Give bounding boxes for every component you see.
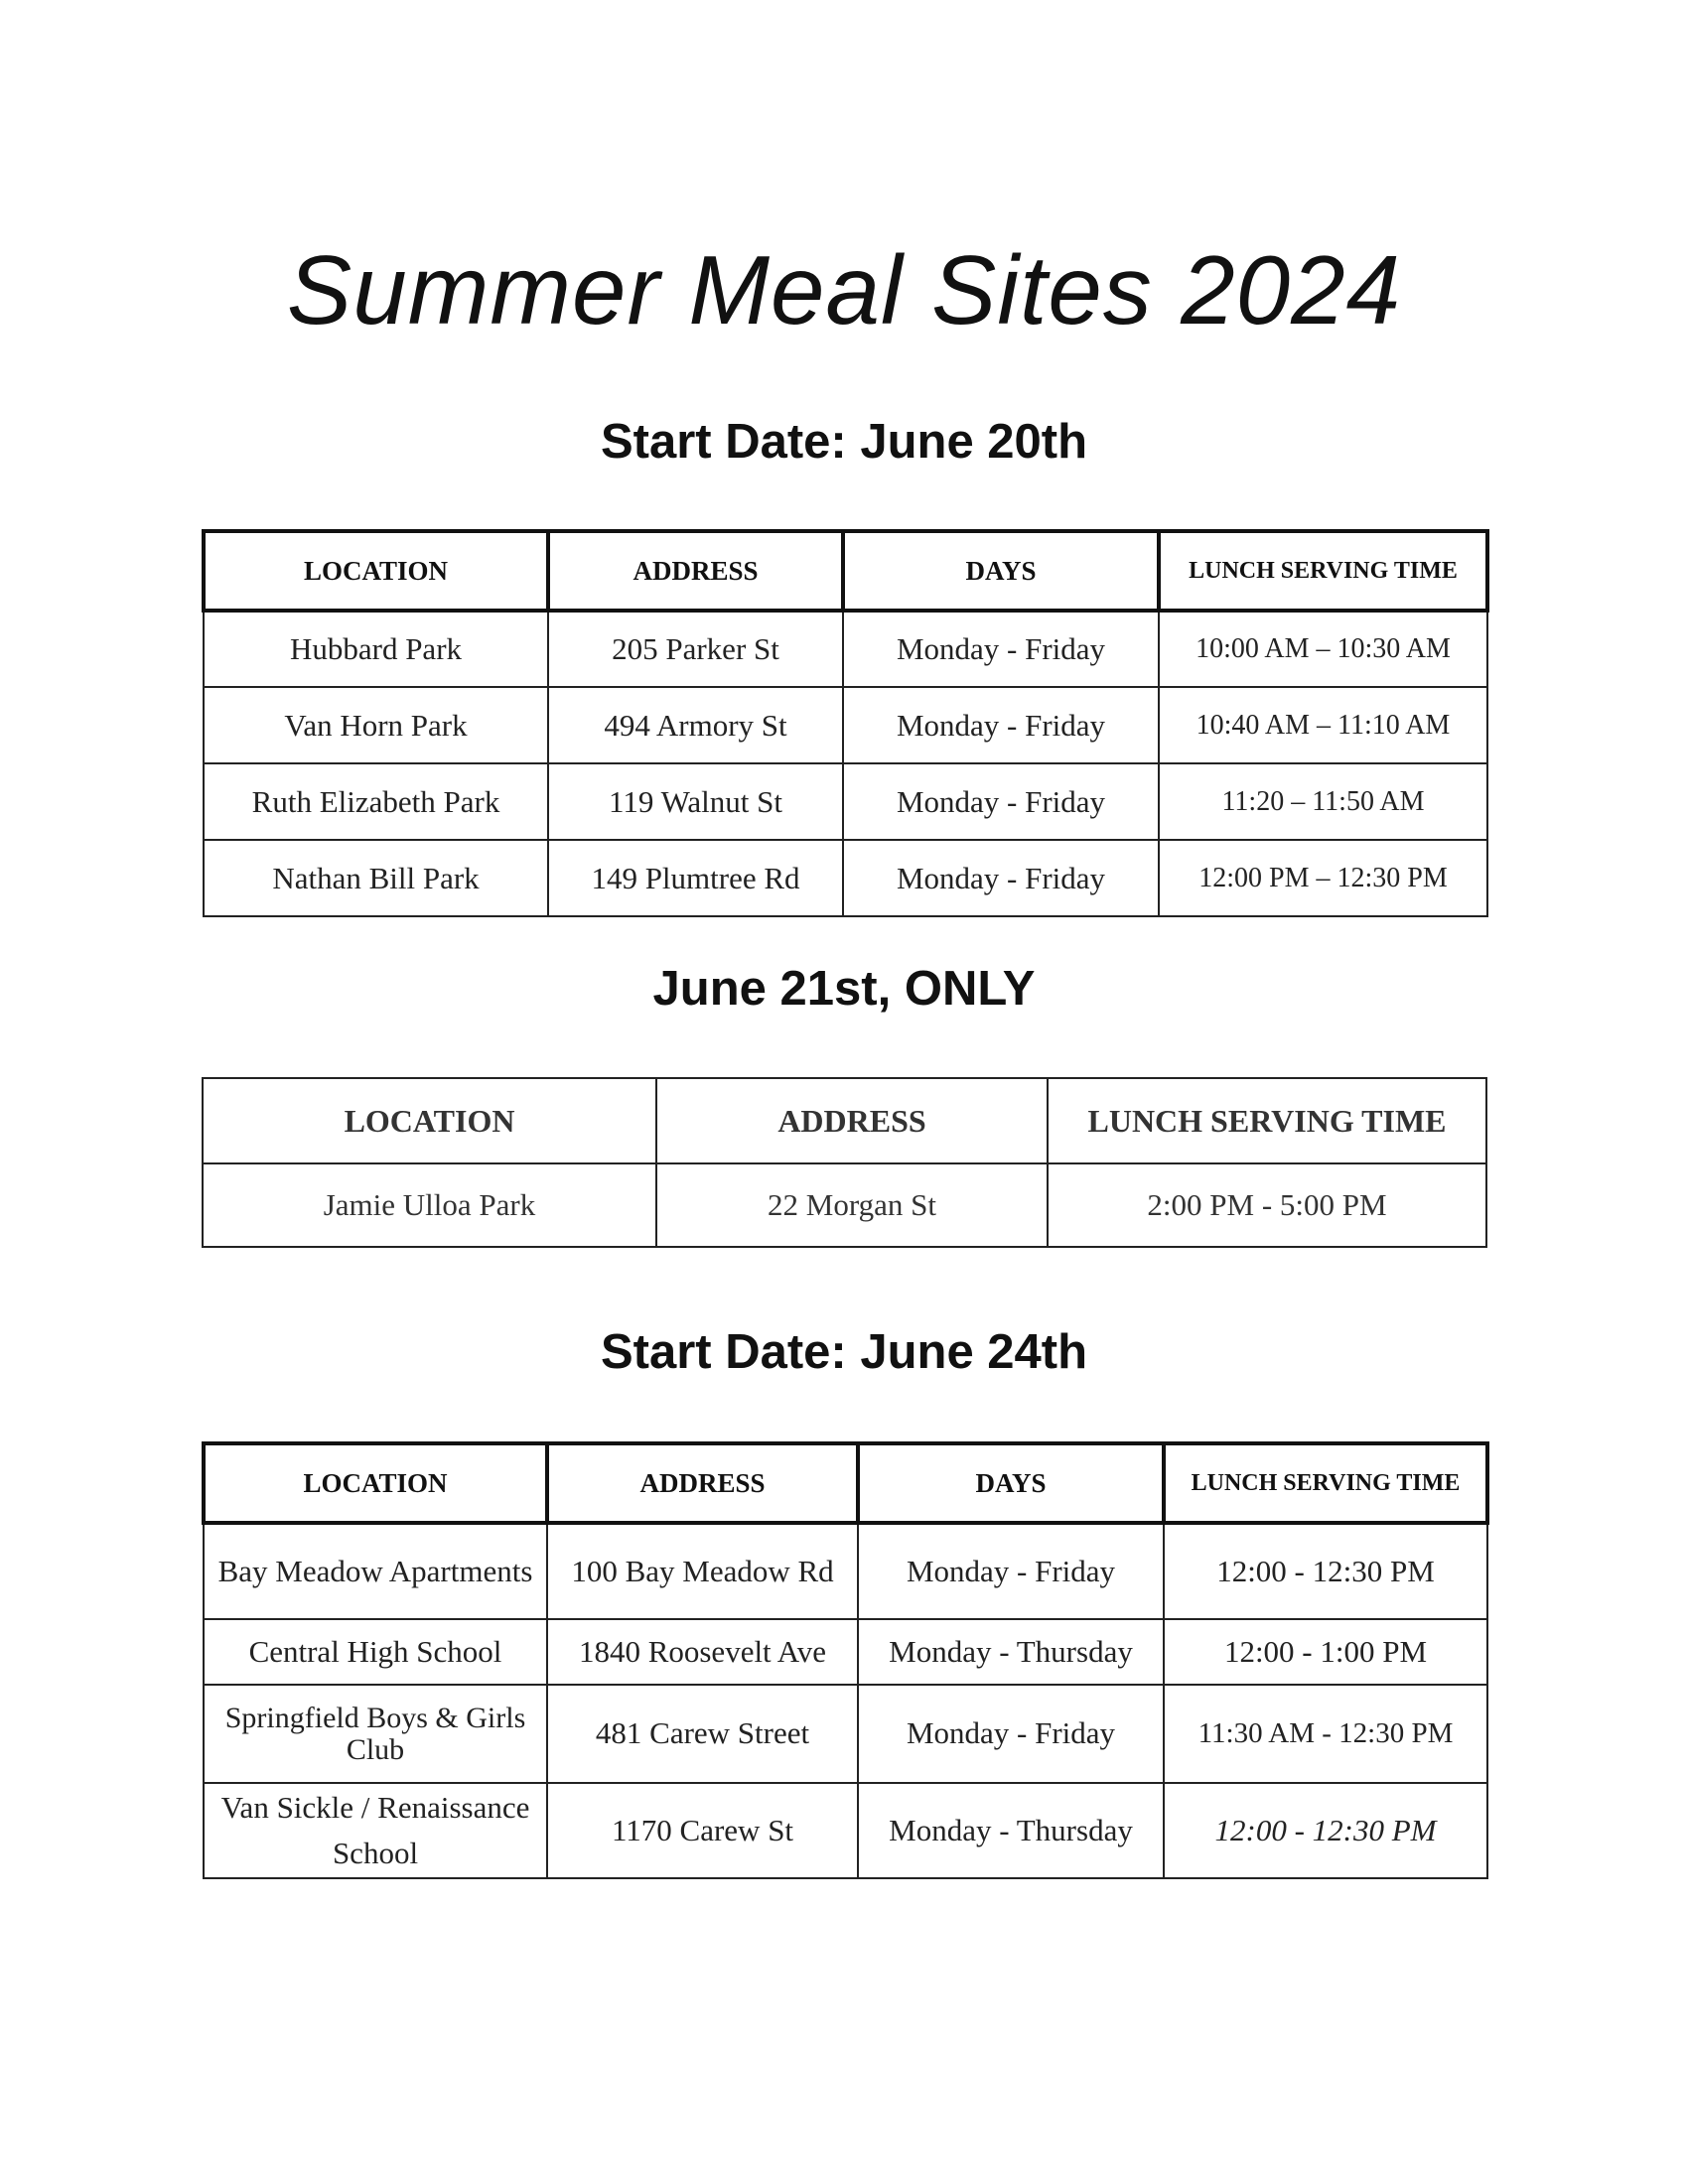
cell-location: Bay Meadow Apartments bbox=[204, 1523, 547, 1619]
schedule-table-june-21 bbox=[202, 1077, 1487, 1248]
cell-days: Monday - Thursday bbox=[858, 1619, 1164, 1685]
column-header-address: ADDRESS bbox=[656, 1078, 1048, 1163]
table-row bbox=[204, 687, 1487, 763]
cell-days: Monday - Friday bbox=[843, 840, 1159, 916]
cell-days: Monday - Friday bbox=[843, 611, 1159, 687]
column-header-address: ADDRESS bbox=[548, 531, 843, 611]
cell-days: Monday - Friday bbox=[843, 687, 1159, 763]
column-header-days: DAYS bbox=[858, 1443, 1164, 1523]
table-row bbox=[204, 1783, 1487, 1878]
cell-time: 12:00 - 12:30 PM bbox=[1164, 1783, 1487, 1878]
table-row bbox=[204, 1619, 1487, 1685]
cell-address: 22 Morgan St bbox=[656, 1163, 1048, 1247]
cell-location: Jamie Ulloa Park bbox=[203, 1163, 656, 1247]
cell-time: 10:00 AM – 10:30 AM bbox=[1159, 611, 1487, 687]
cell-days: Monday - Friday bbox=[843, 763, 1159, 840]
cell-time: 2:00 PM - 5:00 PM bbox=[1048, 1163, 1486, 1247]
cell-time: 11:30 AM - 12:30 PM bbox=[1164, 1685, 1487, 1783]
table-row bbox=[204, 1685, 1487, 1783]
page-title: Summer Meal Sites 2024 bbox=[286, 235, 1402, 344]
table-header-row bbox=[204, 1443, 1487, 1523]
cell-time: 12:00 - 1:00 PM bbox=[1164, 1619, 1487, 1685]
table-row bbox=[203, 1163, 1486, 1247]
section-heading-june-21: June 21st, ONLY bbox=[652, 962, 1036, 1016]
cell-location: Central High School bbox=[204, 1619, 547, 1685]
schedule-table-june-24 bbox=[202, 1441, 1489, 1879]
table-row bbox=[204, 763, 1487, 840]
cell-address: 1170 Carew St bbox=[547, 1783, 858, 1878]
cell-address: 205 Parker St bbox=[548, 611, 843, 687]
schedule-table-june-20 bbox=[202, 529, 1489, 917]
cell-days: Monday - Friday bbox=[858, 1685, 1164, 1783]
cell-address: 149 Plumtree Rd bbox=[548, 840, 843, 916]
column-header-location: LOCATION bbox=[204, 531, 548, 611]
cell-address: 494 Armory St bbox=[548, 687, 843, 763]
cell-address: 481 Carew Street bbox=[547, 1685, 858, 1783]
section-heading-june-24: Start Date: June 24th bbox=[600, 1325, 1088, 1379]
cell-location: Van Horn Park bbox=[204, 687, 548, 763]
table-header-row bbox=[203, 1078, 1486, 1163]
cell-time: 12:00 PM – 12:30 PM bbox=[1159, 840, 1487, 916]
table-row bbox=[204, 840, 1487, 916]
column-header-address: ADDRESS bbox=[547, 1443, 858, 1523]
table-header-row bbox=[204, 531, 1487, 611]
cell-location: Van Sickle / Renaissance School bbox=[204, 1783, 547, 1878]
table-row bbox=[204, 1523, 1487, 1619]
cell-days: Monday - Thursday bbox=[858, 1783, 1164, 1878]
cell-time: 11:20 – 11:50 AM bbox=[1159, 763, 1487, 840]
cell-address: 100 Bay Meadow Rd bbox=[547, 1523, 858, 1619]
column-header-lunch-time: LUNCH SERVING TIME bbox=[1164, 1443, 1487, 1523]
column-header-days: DAYS bbox=[843, 531, 1159, 611]
cell-days: Monday - Friday bbox=[858, 1523, 1164, 1619]
cell-time: 12:00 - 12:30 PM bbox=[1164, 1523, 1487, 1619]
column-header-lunch-time: LUNCH SERVING TIME bbox=[1159, 531, 1487, 611]
section-heading-june-20: Start Date: June 20th bbox=[600, 415, 1088, 469]
cell-address: 1840 Roosevelt Ave bbox=[547, 1619, 858, 1685]
column-header-location: LOCATION bbox=[203, 1078, 656, 1163]
column-header-lunch-time: LUNCH SERVING TIME bbox=[1048, 1078, 1486, 1163]
cell-location: Springfield Boys & Girls Club bbox=[204, 1685, 547, 1783]
column-header-location: LOCATION bbox=[204, 1443, 547, 1523]
cell-address: 119 Walnut St bbox=[548, 763, 843, 840]
table-row bbox=[204, 611, 1487, 687]
cell-location: Nathan Bill Park bbox=[204, 840, 548, 916]
cell-time: 10:40 AM – 11:10 AM bbox=[1159, 687, 1487, 763]
cell-location: Hubbard Park bbox=[204, 611, 548, 687]
cell-location: Ruth Elizabeth Park bbox=[204, 763, 548, 840]
